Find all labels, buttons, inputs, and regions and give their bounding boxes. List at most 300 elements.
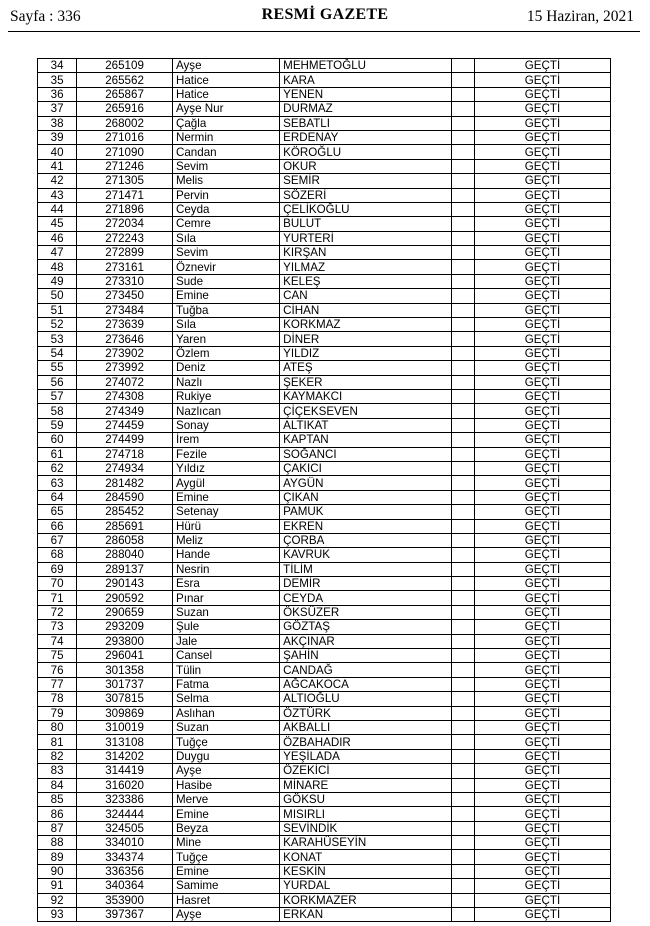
table-row [38,318,611,332]
blank-cell [452,231,475,245]
blank-cell [452,346,475,360]
row-number: 65 [38,505,77,519]
table-row [38,116,611,130]
blank-cell [452,87,475,101]
applicant-id: 301737 [77,677,173,691]
first-name: Setenay [172,505,279,519]
last-name: YENEN [280,87,452,101]
row-number: 46 [38,231,77,245]
last-name: AYGÜN [280,476,452,490]
blank-cell [452,375,475,389]
blank-cell [452,73,475,87]
first-name: Yaren [172,332,279,346]
table-row [38,605,611,619]
table-row [38,202,611,216]
last-name: BULUT [280,217,452,231]
result-status: GEÇTİ [474,749,610,763]
blank-cell [452,159,475,173]
issue-date: 15 Haziran, 2021 [526,8,634,25]
table-row [38,447,611,461]
last-name: AĞCAKOCA [280,677,452,691]
row-number: 74 [38,634,77,648]
first-name: Ayşe Nur [172,102,279,116]
applicant-id: 281482 [77,476,173,490]
blank-cell [452,202,475,216]
applicant-id: 334374 [77,850,173,864]
last-name: ÖZEKİCİ [280,764,452,778]
first-name: Pınar [172,591,279,605]
row-number: 44 [38,202,77,216]
result-status: GEÇTİ [474,174,610,188]
last-name: YURTERİ [280,231,452,245]
result-status: GEÇTİ [474,260,610,274]
applicant-id: 265867 [77,87,173,101]
first-name: Sevim [172,159,279,173]
result-status: GEÇTİ [474,764,610,778]
blank-cell [452,318,475,332]
row-number: 78 [38,692,77,706]
last-name: OKUR [280,159,452,173]
row-number: 68 [38,548,77,562]
table-row [38,850,611,864]
result-status: GEÇTİ [474,505,610,519]
first-name: Sonay [172,418,279,432]
applicant-id: 272899 [77,246,173,260]
applicant-id: 274499 [77,433,173,447]
last-name: YURDAL [280,879,452,893]
result-status: GEÇTİ [474,649,610,663]
result-status: GEÇTİ [474,375,610,389]
first-name: Sevim [172,246,279,260]
first-name: Nazlı [172,375,279,389]
row-number: 47 [38,246,77,260]
applicant-id: 293800 [77,634,173,648]
row-number: 84 [38,778,77,792]
last-name: ALTIOĞLU [280,692,452,706]
table-row [38,476,611,490]
row-number: 34 [38,59,77,73]
last-name: ÇAKICI [280,461,452,475]
table-row [38,821,611,835]
result-status: GEÇTİ [474,418,610,432]
row-number: 48 [38,260,77,274]
blank-cell [452,116,475,130]
first-name: Hatice [172,87,279,101]
table-row [38,706,611,720]
result-status: GEÇTİ [474,490,610,504]
applicant-id: 273646 [77,332,173,346]
row-number: 91 [38,879,77,893]
table-row [38,59,611,73]
row-number: 77 [38,677,77,691]
first-name: Hande [172,548,279,562]
table-row [38,404,611,418]
first-name: Fatma [172,677,279,691]
applicant-id: 309869 [77,706,173,720]
blank-cell [452,303,475,317]
last-name: GÖKSU [280,792,452,806]
last-name: KELEŞ [280,274,452,288]
row-number: 63 [38,476,77,490]
result-status: GEÇTİ [474,620,610,634]
result-status: GEÇTİ [474,807,610,821]
first-name: Tuğçe [172,850,279,864]
first-name: Emine [172,490,279,504]
last-name: DİNER [280,332,452,346]
applicant-id: 290659 [77,605,173,619]
applicant-id: 301358 [77,663,173,677]
page-header [0,0,650,36]
blank-cell [452,735,475,749]
blank-cell [452,807,475,821]
last-name: SEVİNDİK [280,821,452,835]
blank-cell [452,850,475,864]
blank-cell [452,461,475,475]
applicant-id: 313108 [77,735,173,749]
last-name: DURMAZ [280,102,452,116]
row-number: 71 [38,591,77,605]
first-name: Suzan [172,605,279,619]
result-status: GEÇTİ [474,533,610,547]
last-name: SOĞANCI [280,447,452,461]
blank-cell [452,519,475,533]
blank-cell [452,433,475,447]
last-name: DEMİR [280,577,452,591]
table-row [38,807,611,821]
first-name: Tuğba [172,303,279,317]
blank-cell [452,677,475,691]
applicant-id: 293209 [77,620,173,634]
table-row [38,735,611,749]
blank-cell [452,663,475,677]
result-status: GEÇTİ [474,102,610,116]
last-name: AKBALLI [280,720,452,734]
table-row [38,577,611,591]
result-status: GEÇTİ [474,389,610,403]
blank-cell [452,692,475,706]
last-name: ÇİÇEKSEVEN [280,404,452,418]
first-name: Jale [172,634,279,648]
result-status: GEÇTİ [474,548,610,562]
applicant-id: 271016 [77,130,173,144]
applicant-id: 271471 [77,188,173,202]
applicant-id: 289137 [77,562,173,576]
first-name: Mine [172,836,279,850]
row-number: 64 [38,490,77,504]
result-status: GEÇTİ [474,908,610,922]
last-name: ÇIKAN [280,490,452,504]
first-name: Merve [172,792,279,806]
blank-cell [452,102,475,116]
table-row [38,87,611,101]
table-row [38,73,611,87]
row-number: 89 [38,850,77,864]
first-name: Candan [172,145,279,159]
applicant-id: 314419 [77,764,173,778]
result-status: GEÇTİ [474,605,610,619]
last-name: CEYDA [280,591,452,605]
row-number: 37 [38,102,77,116]
blank-cell [452,260,475,274]
first-name: Ceyda [172,202,279,216]
result-status: GEÇTİ [474,476,610,490]
result-status: GEÇTİ [474,879,610,893]
last-name: KAVRUK [280,548,452,562]
first-name: Öznevir [172,260,279,274]
row-number: 51 [38,303,77,317]
applicant-id: 273639 [77,318,173,332]
first-name: Hasret [172,893,279,907]
table-row [38,159,611,173]
result-status: GEÇTİ [474,202,610,216]
result-status: GEÇTİ [474,404,610,418]
blank-cell [452,821,475,835]
result-status: GEÇTİ [474,677,610,691]
last-name: KORKMAZ [280,318,452,332]
blank-cell [452,620,475,634]
first-name: Tülin [172,663,279,677]
blank-cell [452,59,475,73]
applicant-id: 271305 [77,174,173,188]
last-name: ÖZTÜRK [280,706,452,720]
applicant-id: 274072 [77,375,173,389]
blank-cell [452,634,475,648]
table-row [38,332,611,346]
last-name: PAMUK [280,505,452,519]
table-row [38,389,611,403]
table-row [38,692,611,706]
blank-cell [452,605,475,619]
first-name: Özlem [172,346,279,360]
last-name: ŞAHİN [280,649,452,663]
last-name: KARA [280,73,452,87]
row-number: 62 [38,461,77,475]
last-name: KAPTAN [280,433,452,447]
result-status: GEÇTİ [474,778,610,792]
result-status: GEÇTİ [474,706,610,720]
row-number: 83 [38,764,77,778]
result-status: GEÇTİ [474,850,610,864]
blank-cell [452,404,475,418]
last-name: TİLİM [280,562,452,576]
result-status: GEÇTİ [474,562,610,576]
blank-cell [452,389,475,403]
first-name: Cemre [172,217,279,231]
results-table [37,58,611,922]
last-name: ERKAN [280,908,452,922]
applicant-id: 286058 [77,533,173,547]
table-row [38,634,611,648]
table-row [38,792,611,806]
result-status: GEÇTİ [474,59,610,73]
row-number: 88 [38,836,77,850]
first-name: Duygu [172,749,279,763]
table-row [38,677,611,691]
table-row [38,649,611,663]
row-number: 55 [38,361,77,375]
row-number: 79 [38,706,77,720]
table-row [38,778,611,792]
last-name: MISIRLI [280,807,452,821]
applicant-id: 296041 [77,649,173,663]
result-status: GEÇTİ [474,577,610,591]
row-number: 70 [38,577,77,591]
table-row [38,490,611,504]
row-number: 82 [38,749,77,763]
last-name: KONAT [280,850,452,864]
blank-cell [452,332,475,346]
applicant-id: 271896 [77,202,173,216]
row-number: 53 [38,332,77,346]
row-number: 90 [38,864,77,878]
page-number: Sayfa : 336 [10,8,81,25]
first-name: Nermin [172,130,279,144]
blank-cell [452,562,475,576]
last-name: KIRŞAN [280,246,452,260]
table-row [38,505,611,519]
result-status: GEÇTİ [474,289,610,303]
applicant-id: 314202 [77,749,173,763]
result-status: GEÇTİ [474,346,610,360]
result-status: GEÇTİ [474,735,610,749]
row-number: 92 [38,893,77,907]
last-name: CANDAĞ [280,663,452,677]
first-name: Sude [172,274,279,288]
last-name: KAYMAKCI [280,389,452,403]
row-number: 35 [38,73,77,87]
table-row [38,749,611,763]
blank-cell [452,533,475,547]
table-row [38,361,611,375]
blank-cell [452,217,475,231]
row-number: 57 [38,389,77,403]
last-name: YILMAZ [280,260,452,274]
table-row [38,879,611,893]
last-name: MEHMETOĞLU [280,59,452,73]
applicant-id: 265109 [77,59,173,73]
applicant-id: 397367 [77,908,173,922]
applicant-id: 273484 [77,303,173,317]
applicant-id: 265916 [77,102,173,116]
table-row [38,260,611,274]
applicant-id: 336356 [77,864,173,878]
result-status: GEÇTİ [474,720,610,734]
table-row [38,246,611,260]
result-status: GEÇTİ [474,159,610,173]
result-status: GEÇTİ [474,73,610,87]
applicant-id: 290592 [77,591,173,605]
applicant-id: 272243 [77,231,173,245]
applicant-id: 273902 [77,346,173,360]
applicant-id: 274934 [77,461,173,475]
blank-cell [452,447,475,461]
blank-cell [452,649,475,663]
row-number: 38 [38,116,77,130]
blank-cell [452,893,475,907]
result-status: GEÇTİ [474,461,610,475]
applicant-id: 274349 [77,404,173,418]
table-row [38,433,611,447]
blank-cell [452,174,475,188]
result-status: GEÇTİ [474,634,610,648]
blank-cell [452,361,475,375]
row-number: 43 [38,188,77,202]
last-name: SÖZERİ [280,188,452,202]
first-name: Nesrin [172,562,279,576]
result-status: GEÇTİ [474,433,610,447]
result-status: GEÇTİ [474,130,610,144]
table-row [38,174,611,188]
result-status: GEÇTİ [474,231,610,245]
last-name: GÖZTAŞ [280,620,452,634]
last-name: ŞEKER [280,375,452,389]
row-number: 54 [38,346,77,360]
applicant-id: 288040 [77,548,173,562]
first-name: Melis [172,174,279,188]
table-row [38,188,611,202]
first-name: Ayşe [172,764,279,778]
first-name: Emine [172,289,279,303]
applicant-id: 290143 [77,577,173,591]
first-name: Şule [172,620,279,634]
blank-cell [452,577,475,591]
row-number: 49 [38,274,77,288]
blank-cell [452,145,475,159]
first-name: Esra [172,577,279,591]
blank-cell [452,764,475,778]
result-status: GEÇTİ [474,318,610,332]
blank-cell [452,490,475,504]
first-name: İrem [172,433,279,447]
table-row [38,217,611,231]
row-number: 50 [38,289,77,303]
last-name: YEŞİLADA [280,749,452,763]
blank-cell [452,879,475,893]
result-status: GEÇTİ [474,87,610,101]
row-number: 36 [38,87,77,101]
table-row [38,562,611,576]
result-status: GEÇTİ [474,332,610,346]
table-row [38,418,611,432]
blank-cell [452,720,475,734]
first-name: Sıla [172,318,279,332]
first-name: Aygül [172,476,279,490]
blank-cell [452,418,475,432]
blank-cell [452,792,475,806]
table-row [38,620,611,634]
result-status: GEÇTİ [474,792,610,806]
last-name: ÇELİKOĞLU [280,202,452,216]
applicant-id: 274459 [77,418,173,432]
row-number: 69 [38,562,77,576]
first-name: Deniz [172,361,279,375]
first-name: Yıldız [172,461,279,475]
row-number: 72 [38,605,77,619]
result-status: GEÇTİ [474,274,610,288]
result-status: GEÇTİ [474,864,610,878]
blank-cell [452,706,475,720]
blank-cell [452,505,475,519]
last-name: ÖZBAHADIR [280,735,452,749]
first-name: Pervin [172,188,279,202]
result-status: GEÇTİ [474,692,610,706]
result-status: GEÇTİ [474,821,610,835]
first-name: Cansel [172,649,279,663]
applicant-id: 307815 [77,692,173,706]
applicant-id: 340364 [77,879,173,893]
first-name: Hasibe [172,778,279,792]
first-name: Emine [172,864,279,878]
